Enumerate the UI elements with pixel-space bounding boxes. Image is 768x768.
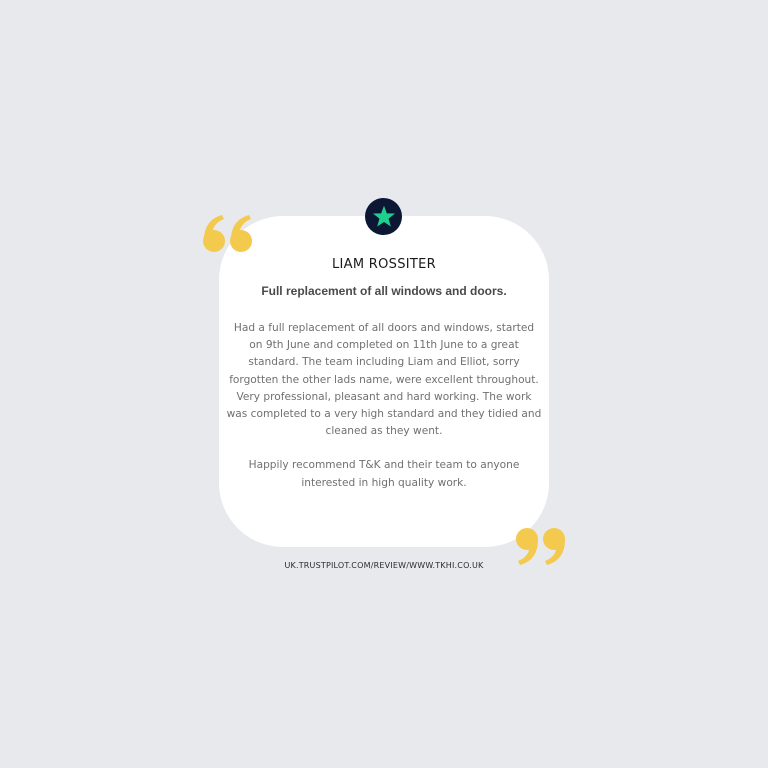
trustpilot-star-icon [371, 204, 397, 230]
review-body [226, 320, 542, 509]
review-paragraph: Had a full replacement of all doors and windows, started on 9th June and completed on 11th June to a great standard. The team including Liam and Elliot, sorry forgotten the other lads name, were excellent throughout. Very professional, pleasant and hard working. The work was completed to a very high standard and they tidied and cleaned as they went. [226, 322, 542, 438]
review-headline: Full replacement of all windows and doors. [261, 284, 507, 298]
trustpilot-badge [365, 198, 402, 235]
review-paragraph: Happily recommend T&K and their team to anyone interested in high quality work. [248, 459, 520, 489]
reviewer-name: LIAM ROSSITER [331, 257, 436, 272]
review-source-link[interactable]: UK.TRUSTPILOT.COM/REVIEW/WWW.TKHI.CO.UK [284, 561, 484, 570]
open-quote-icon [202, 214, 256, 254]
